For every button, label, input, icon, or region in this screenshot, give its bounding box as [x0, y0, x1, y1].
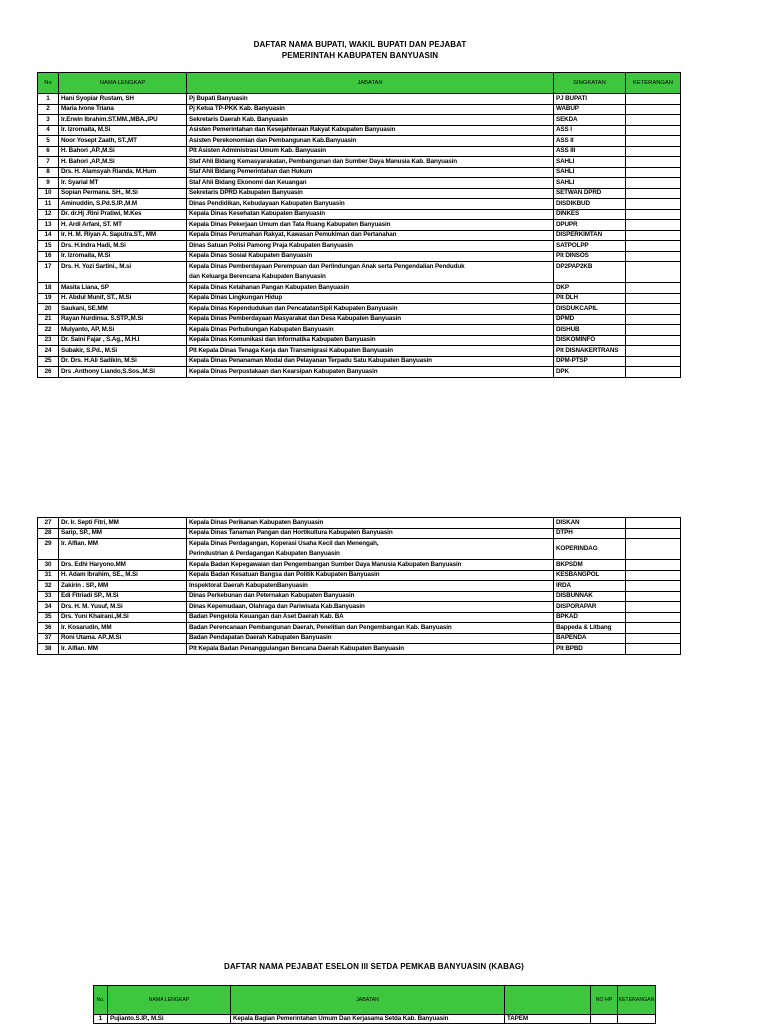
- cell-jabatan: Sekretaris DPRD Kabupaten Banyuasin: [187, 188, 554, 199]
- cell-keterangan: [626, 104, 681, 115]
- cell-keterangan: [626, 94, 681, 105]
- cell-keterangan: [626, 314, 681, 325]
- cell-nama: Dr. dr.Hj .Rini Pratiwi, M.Kes: [59, 209, 187, 220]
- cell-nama: Ir. Alfian. MM: [59, 644, 187, 655]
- table-row: [38, 325, 681, 336]
- cell-no: 29: [38, 539, 59, 560]
- cell-singkatan: KOPERINDAG: [554, 539, 626, 560]
- table-header-row: [38, 73, 681, 94]
- table-row: [38, 136, 681, 147]
- cell-singkatan: SETWAN DPRD: [554, 188, 626, 199]
- cell-jabatan: Plt Asisten Administrasi Umum Kab. Banyuasin: [187, 146, 554, 157]
- cell-no: 33: [38, 591, 59, 602]
- cell-singkatan: DINKES: [554, 209, 626, 220]
- cell-jabatan-line: Perindustrian & Perdagangan Kabupaten Banyuasin: [189, 550, 340, 557]
- officials-table-part-2: [37, 517, 681, 655]
- cell-keterangan: [626, 157, 681, 168]
- cell-keterangan: [626, 167, 681, 178]
- cell-singkatan: WABUP: [554, 104, 626, 115]
- cell-singkatan: DPMD: [554, 314, 626, 325]
- cell-no-hp: [591, 1015, 618, 1024]
- cell-nama: H. Adam Ibrahim, SE., M.Si: [59, 570, 187, 581]
- cell-no: 8: [38, 167, 59, 178]
- cell-nama: Aminuddin, S.Pd.S.IP.,M.M: [59, 199, 187, 210]
- table-row: [38, 283, 681, 294]
- cell-jabatan: Kepala Dinas Kesehatan Kabupaten Banyuasin: [187, 209, 554, 220]
- cell-no: 14: [38, 230, 59, 241]
- cell-singkatan: DISPERKIMTAN: [554, 230, 626, 241]
- cell-nama: Dr. Drs. H.Ali Sadikin, M.Si: [59, 356, 187, 367]
- cell-jabatan: Kepala Badan Kepegawaian dan Pengembangan Sumber Daya Manusia Kabupaten Banyuasin: [187, 560, 554, 571]
- cell-nama: Drs. Yuni Khairani.,M.Si: [59, 612, 187, 623]
- table-row: [38, 335, 681, 346]
- cell-keterangan: [626, 146, 681, 157]
- header-keterangan: KETERANGAN: [626, 73, 681, 94]
- cell-nama: Zakirin . SP., MM: [59, 581, 187, 592]
- cell-singkatan: Plt DISNAKERTRANS: [554, 346, 626, 357]
- cell-jabatan: Badan Pengelola Keuangan dan Aset Daerah Kab. BA: [187, 612, 554, 623]
- table-row: [38, 115, 681, 126]
- cell-keterangan: [626, 335, 681, 346]
- cell-nama: Ir. Syarial MT: [59, 178, 187, 189]
- table-row: [38, 612, 681, 623]
- cell-no: 1: [94, 1015, 108, 1024]
- cell-singkatan: DTPH: [554, 528, 626, 539]
- table-row: [38, 539, 681, 560]
- officials-table: [37, 72, 681, 378]
- cell-keterangan: [618, 1015, 656, 1024]
- cell-singkatan: Plt BPBD: [554, 644, 626, 655]
- officials-table-continued: [37, 517, 681, 655]
- table-row: [38, 367, 681, 378]
- cell-singkatan: SEKDA: [554, 115, 626, 126]
- cell-jabatan: [187, 262, 554, 283]
- cell-jabatan: Badan Perencanaan Pembangunan Daerah, Penelitian dan Pengembangan Kab. Banyuasin: [187, 623, 554, 634]
- cell-singkatan: DISKOMINFO: [554, 335, 626, 346]
- cell-jabatan: Dinas Perkebunan dan Peternakan Kabupaten Banyuasin: [187, 591, 554, 602]
- table-row: [38, 94, 681, 105]
- cell-jabatan: Asisten Pemerintahan dan Kesejahteraan Rakyat Kabupaten Banyuasin: [187, 125, 554, 136]
- officials-table-part-1: [37, 72, 681, 378]
- cell-keterangan: [626, 199, 681, 210]
- table-row: [38, 623, 681, 634]
- cell-singkatan: SATPOLPP: [554, 241, 626, 252]
- cell-nama: Drs. H. Yozi Sartini., M.si: [59, 262, 187, 283]
- cell-keterangan: [626, 602, 681, 613]
- table-row: [38, 304, 681, 315]
- cell-jabatan: Kepala Dinas Tanaman Pangan dan Hortikultura Kabupaten Banyuasin: [187, 528, 554, 539]
- cell-no: 15: [38, 241, 59, 252]
- cell-singkatan: SAHLI: [554, 167, 626, 178]
- header-keterangan: KETERANGAN: [618, 986, 656, 1015]
- cell-keterangan: [626, 230, 681, 241]
- cell-keterangan: [626, 570, 681, 581]
- cell-no: 5: [38, 136, 59, 147]
- cell-keterangan: [626, 528, 681, 539]
- cell-keterangan: [626, 623, 681, 634]
- cell-no: 34: [38, 602, 59, 613]
- table-row: [38, 167, 681, 178]
- cell-nama: H. Bahori ,AP.,M.Si: [59, 146, 187, 157]
- cell-jabatan: Plt Kepala Badan Penanggulangan Bencana Daerah Kabupaten Banyuasin: [187, 644, 554, 655]
- table-row: [38, 314, 681, 325]
- cell-no: 12: [38, 209, 59, 220]
- cell-nama: Ir. Alfian. MM: [59, 539, 187, 560]
- cell-nama: Rayan Nurdinsa. S.STP.,M.Si: [59, 314, 187, 325]
- table-row: [38, 209, 681, 220]
- cell-singkatan: DPM-PTSP: [554, 356, 626, 367]
- cell-no: 13: [38, 220, 59, 231]
- table-row: [38, 644, 681, 655]
- cell-nama: Sarip, SP., MM: [59, 528, 187, 539]
- cell-keterangan: [626, 367, 681, 378]
- table-row: [38, 528, 681, 539]
- header-jabatan: JABATAN: [231, 986, 505, 1015]
- cell-nama: H. Abdul Munif, ST., M.Si: [59, 293, 187, 304]
- cell-singkatan: DISBUNNAK: [554, 591, 626, 602]
- cell-jabatan: Kepala Dinas Komunikasi dan Informatika Kabupaten Banyuasin: [187, 335, 554, 346]
- cell-jabatan: Kepala Dinas Perhubungan Kabupaten Banyuasin: [187, 325, 554, 336]
- cell-jabatan: Dinas Pendidikan, Kebudayaan Kabupaten Banyuasin: [187, 199, 554, 210]
- cell-no: 20: [38, 304, 59, 315]
- table-row: [38, 570, 681, 581]
- cell-nama: Drs .Anthony Liando,S.Sos.,M.Si: [59, 367, 187, 378]
- cell-keterangan: [626, 220, 681, 231]
- cell-singkatan: BPKAD: [554, 612, 626, 623]
- cell-keterangan: [626, 518, 681, 529]
- table-header-row: [94, 986, 656, 1015]
- cell-no: 4: [38, 125, 59, 136]
- cell-singkatan: IRDA: [554, 581, 626, 592]
- cell-no: 10: [38, 188, 59, 199]
- header-singkatan-blank: [505, 986, 591, 1015]
- cell-jabatan: Kepala Badan Kesatuan Bangsa dan Politik Kabupaten Banyuasin: [187, 570, 554, 581]
- cell-singkatan: TAPEM: [505, 1015, 591, 1024]
- header-nama-lengkap: NAMA LENGKAP: [108, 986, 231, 1015]
- cell-nama: Drs. Edhi Haryono.MM: [59, 560, 187, 571]
- cell-singkatan: Plt DLH: [554, 293, 626, 304]
- cell-jabatan: Dinas Satuan Polisi Pamong Praja Kabupaten Banyuasin: [187, 241, 554, 252]
- cell-no: 22: [38, 325, 59, 336]
- cell-no: 11: [38, 199, 59, 210]
- cell-no: 38: [38, 644, 59, 655]
- cell-jabatan: Plt Kepala Dinas Tenaga Kerja dan Transmigrasi Kabupaten Banyuasin: [187, 346, 554, 357]
- cell-keterangan: [626, 188, 681, 199]
- cell-jabatan: Staf Ahli Bidang Kemasyarakatan, Pembangunan dan Sumber Daya Manusia Kab. Banyuasin: [187, 157, 554, 168]
- cell-keterangan: [626, 178, 681, 189]
- cell-no: 18: [38, 283, 59, 294]
- cell-jabatan: Kepala Dinas Perpustakaan dan Kearsipan Kabupaten Banyuasin: [187, 367, 554, 378]
- cell-singkatan: Plt DINSOS: [554, 251, 626, 262]
- cell-no: 23: [38, 335, 59, 346]
- cell-nama: Maria Ivone Triana: [59, 104, 187, 115]
- cell-keterangan: [626, 612, 681, 623]
- cell-no: 27: [38, 518, 59, 529]
- cell-singkatan: DKP: [554, 283, 626, 294]
- cell-keterangan: [626, 209, 681, 220]
- table-row: [38, 581, 681, 592]
- table-row: [38, 199, 681, 210]
- cell-keterangan: [626, 644, 681, 655]
- cell-keterangan: [626, 346, 681, 357]
- cell-singkatan: DISPORAPAR: [554, 602, 626, 613]
- table-row: [38, 293, 681, 304]
- cell-nama: Ir. Kosarudin, MM: [59, 623, 187, 634]
- document-subtitle: PEMERINTAH KABUPATEN BANYUASIN: [281, 51, 439, 60]
- cell-nama: Sopian Permana. SH., M.Si: [59, 188, 187, 199]
- cell-no: 7: [38, 157, 59, 168]
- cell-keterangan: [626, 591, 681, 602]
- cell-no: 19: [38, 293, 59, 304]
- cell-no: 2: [38, 104, 59, 115]
- cell-jabatan: Staf Ahli Bidang Pemerintahan dan Hukum: [187, 167, 554, 178]
- cell-keterangan: [626, 633, 681, 644]
- table-row: [38, 560, 681, 571]
- cell-jabatan: Kepala Bagian Pemerintahan Umum Dan Kerjasama Setda Kab. Banyuasin: [231, 1015, 505, 1024]
- cell-keterangan: [626, 304, 681, 315]
- table-row: [38, 178, 681, 189]
- table-row: [38, 633, 681, 644]
- table-row: [38, 356, 681, 367]
- cell-singkatan: BAPENDA: [554, 633, 626, 644]
- cell-nama: Ir. Izromaita, M.Si: [59, 251, 187, 262]
- cell-nama: Subakir, S.Pd., M.Si: [59, 346, 187, 357]
- cell-keterangan: [626, 356, 681, 367]
- cell-jabatan-line: Kepala Dinas Perdagangan, Koperasi Usaha Kecil dan Menengah,: [189, 540, 379, 547]
- cell-no: 9: [38, 178, 59, 189]
- cell-no: 3: [38, 115, 59, 126]
- cell-no: 35: [38, 612, 59, 623]
- cell-nama: H. Ardi Arfani, ST. MT: [59, 220, 187, 231]
- cell-no: 25: [38, 356, 59, 367]
- cell-no: 37: [38, 633, 59, 644]
- cell-no: 30: [38, 560, 59, 571]
- table-row: [38, 188, 681, 199]
- cell-nama: Mulyanto, AP, M.Si: [59, 325, 187, 336]
- cell-nama: Ir. Izromaita, M.Si: [59, 125, 187, 136]
- cell-nama: Edi Fitriadi SP., M.Si: [59, 591, 187, 602]
- cell-nama: Dr. Ir. Septi Fitri, MM: [59, 518, 187, 529]
- cell-singkatan: DISDIKBUD: [554, 199, 626, 210]
- table-row: [38, 602, 681, 613]
- cell-singkatan: Bappeda & Litbang: [554, 623, 626, 634]
- cell-jabatan: Staf Ahli Bidang Ekonomi dan Keuangan: [187, 178, 554, 189]
- cell-nama: Pujianto.S.IP., M.Si: [108, 1015, 231, 1024]
- table-row: [38, 157, 681, 168]
- table-row: [38, 146, 681, 157]
- cell-nama: Masita Liana, SP: [59, 283, 187, 294]
- cell-keterangan: [626, 251, 681, 262]
- cell-jabatan: Kepala Dinas Perumahan Rakyat, Kawasan Pemukiman dan Pertanahan: [187, 230, 554, 241]
- cell-jabatan: Inspektorat Daerah KabupatenBanyuasin: [187, 581, 554, 592]
- table-row: [38, 220, 681, 231]
- cell-no: 16: [38, 251, 59, 262]
- cell-singkatan: DPUPR: [554, 220, 626, 231]
- cell-no: 31: [38, 570, 59, 581]
- cell-singkatan: SAHLI: [554, 157, 626, 168]
- cell-jabatan: Kepala Dinas Sosial Kabupaten Banyuasin: [187, 251, 554, 262]
- cell-jabatan: Pj Bupati Banyuasin: [187, 94, 554, 105]
- cell-keterangan: [626, 125, 681, 136]
- cell-jabatan: Dinas Kepemudaan, Olahraga dan Pariwisata Kab.Banyuasin: [187, 602, 554, 613]
- header-no-hp: NO HP: [591, 986, 618, 1015]
- cell-jabatan: Badan Pendapatan Daerah Kabupaten Banyuasin: [187, 633, 554, 644]
- cell-jabatan: [187, 539, 554, 560]
- table-row: [38, 518, 681, 529]
- cell-no: 32: [38, 581, 59, 592]
- cell-singkatan: KESBANGPOL: [554, 570, 626, 581]
- cell-nama: Drs. H. Alamsyah Rianda. M.Hum: [59, 167, 187, 178]
- cell-no: 28: [38, 528, 59, 539]
- header-singkatan: SINGKATAN: [554, 73, 626, 94]
- table-row: [38, 251, 681, 262]
- cell-singkatan: DISDUKCAPIL: [554, 304, 626, 315]
- table-row: [38, 230, 681, 241]
- cell-nama: Roni Utama. AP.,M.Si: [59, 633, 187, 644]
- cell-keterangan: [626, 325, 681, 336]
- cell-nama: Drs. H. M. Yusuf, M.Si: [59, 602, 187, 613]
- cell-no: 17: [38, 262, 59, 283]
- cell-no: 1: [38, 94, 59, 105]
- cell-singkatan: ASS II: [554, 136, 626, 147]
- cell-jabatan: Pj Ketua TP-PKK Kab. Banyuasin: [187, 104, 554, 115]
- cell-singkatan: PJ BUPATI: [554, 94, 626, 105]
- cell-nama: Noor Yosept Zaath, ST.,MT: [59, 136, 187, 147]
- cell-jabatan-line: dan Keluarga Berencana Kabupaten Banyuasin: [189, 273, 326, 280]
- cell-nama: H. Bahori ,AP.,M.Si: [59, 157, 187, 168]
- cell-no: 36: [38, 623, 59, 634]
- cell-jabatan: Sekretaris Daerah Kab. Banyuasin: [187, 115, 554, 126]
- cell-keterangan: [626, 581, 681, 592]
- cell-singkatan: SAHLI: [554, 178, 626, 189]
- eselon-iii-table: [93, 985, 656, 1024]
- table-row: [94, 1015, 656, 1024]
- cell-singkatan: ASS I: [554, 125, 626, 136]
- cell-jabatan: Kepala Dinas Lingkungan Hidup: [187, 293, 554, 304]
- cell-nama: Hani Syopiar Rustam, SH: [59, 94, 187, 105]
- cell-nama: Ir. H. M. Riyan A. Saputra.ST., MM: [59, 230, 187, 241]
- header-no: No: [38, 73, 59, 94]
- cell-jabatan: Kepala Dinas Perikanan Kabupaten Banyuasin: [187, 518, 554, 529]
- table-row: [38, 241, 681, 252]
- cell-singkatan: DP2PAP2KB: [554, 262, 626, 283]
- cell-nama: Dr. Saini Fajar , S.Ag., M.H.I: [59, 335, 187, 346]
- cell-jabatan: Kepala Dinas Penanaman Modal dan Pelayanan Terpadu Satu Kabupaten Banyuasin: [187, 356, 554, 367]
- cell-no: 24: [38, 346, 59, 357]
- cell-keterangan: [626, 241, 681, 252]
- document-title: DAFTAR NAMA BUPATI, WAKIL BUPATI DAN PEJABAT: [253, 40, 467, 49]
- cell-keterangan: [626, 262, 681, 283]
- cell-jabatan-line: Kepala Dinas Pemberdayaan Perempuan dan Perlindungan Anak serta Pengendalian Penduduk: [189, 263, 465, 270]
- section-title-eselon-iii: DAFTAR NAMA PEJABAT ESELON III SETDA PEMKAB BANYUASIN (KABAG): [224, 962, 524, 971]
- cell-singkatan: ASS III: [554, 146, 626, 157]
- header-jabatan: JABATAN: [187, 73, 554, 94]
- cell-singkatan: BKPSDM: [554, 560, 626, 571]
- table-row: [38, 125, 681, 136]
- cell-jabatan: Kepala Dinas Kependudukan dan PencatatanSipil Kabupaten Banyuasin: [187, 304, 554, 315]
- cell-nama: Saukani, SE.MM: [59, 304, 187, 315]
- cell-keterangan: [626, 560, 681, 571]
- table-row: [38, 104, 681, 115]
- cell-keterangan: [626, 115, 681, 126]
- cell-singkatan: DISHUB: [554, 325, 626, 336]
- cell-jabatan: Asisten Perekonomian dan Pembangunan Kab.Banyuasin: [187, 136, 554, 147]
- eselon-iii-table-wrap: [93, 985, 656, 1024]
- cell-keterangan: [626, 539, 681, 560]
- cell-jabatan: Kepala Dinas Pemberdayaan Masyarakat dan Desa Kabupaten Banyuasin: [187, 314, 554, 325]
- cell-jabatan: Kepala Dinas Ketahanan Pangan Kabupaten Banyuasin: [187, 283, 554, 294]
- cell-keterangan: [626, 136, 681, 147]
- table-row: [38, 346, 681, 357]
- cell-keterangan: [626, 293, 681, 304]
- cell-nama: Drs. H.Indra Hadi, M.Si: [59, 241, 187, 252]
- cell-no: 21: [38, 314, 59, 325]
- cell-singkatan: DPK: [554, 367, 626, 378]
- header-no: No.: [94, 986, 108, 1015]
- table-row: [38, 591, 681, 602]
- cell-jabatan: Kepala Dinas Pekerjaan Umum dan Tata Ruang Kabupaten Banyuasin: [187, 220, 554, 231]
- cell-no: 6: [38, 146, 59, 157]
- cell-no: 26: [38, 367, 59, 378]
- cell-singkatan: DISKAN: [554, 518, 626, 529]
- cell-keterangan: [626, 283, 681, 294]
- table-row: [38, 262, 681, 283]
- cell-nama: Ir.Erwin Ibrahim.ST.MM.,MBA.,IPU: [59, 115, 187, 126]
- header-nama-lengkap: NAMA LENGKAP: [59, 73, 187, 94]
